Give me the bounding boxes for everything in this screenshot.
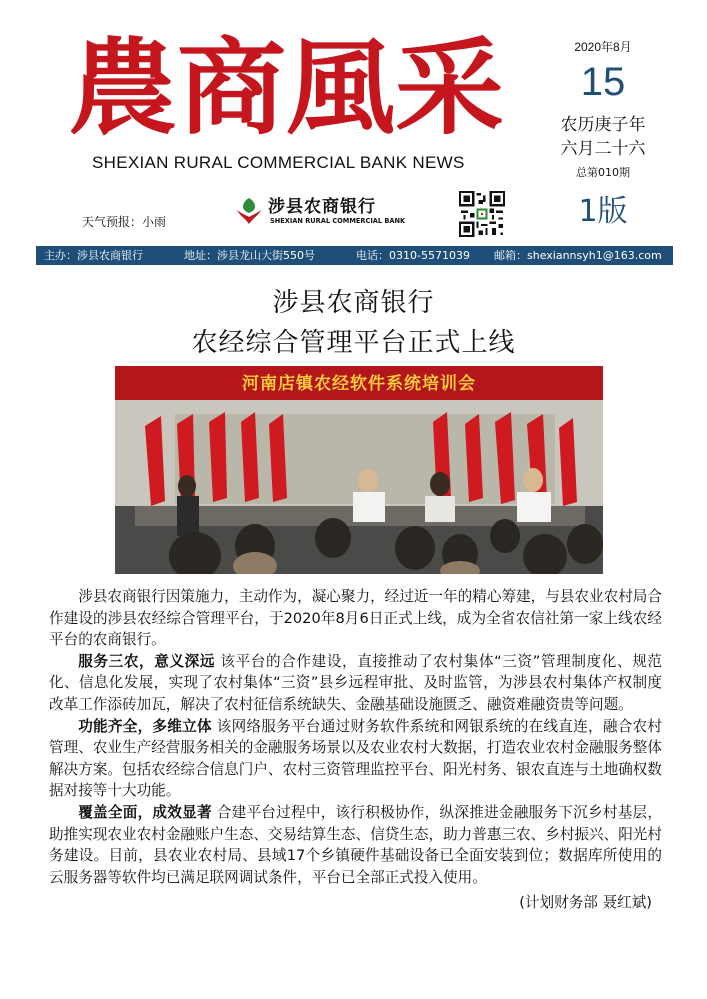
edition-number: 1版 [578, 194, 628, 229]
weather-forecast: 天气预报：小雨 [82, 215, 167, 229]
bank-logo-english: SHEXIAN RURAL COMMERCIAL BANK [270, 217, 406, 225]
date-day: 15 [580, 60, 626, 104]
byline: (计划财务部 聂红斌) [519, 894, 652, 912]
headline-line2: 农经综合管理平台正式上线 [191, 328, 516, 358]
masthead-title-text: 農商風采 [68, 26, 504, 144]
article-paragraph: 服务三农，意义深远 该平台的合作建设，直接推动了农村集体“三资”管理制度化、规范化、信息化发展，实现了农村集体“三资”县乡远程审批、及时监管，为涉县农村集体产权制度改革工作添砖加瓦，解决了农村征信系统缺失、金融基础设施匮乏、融资难融资贵等问题。 [49, 652, 663, 713]
info-host: 主办：涉县农商银行 [44, 249, 143, 262]
paragraph-lead: 覆盖全面，成效显著 [78, 803, 212, 821]
paragraph-lead: 服务三农，意义深远 [78, 652, 216, 670]
bank-logo [234, 192, 406, 232]
article-paragraph: 覆盖全面，成效显著 合建平台过程中，该行积极协作，纵深推进金融服务下沉乡村基层，助推实现农业农村金融账户生态、交易结算生态、信贷生态，助力普惠三农、乡村振兴、阳光村务建设。目前，县农业农村局、县域17个乡镇硬件基础设备已全面安装到位；数据库所使用的云服务器等软件均已满足联网调试条件，平台已全部正式投入使用。 [49, 803, 662, 886]
masthead-title [68, 26, 508, 144]
headline-line1: 涉县农商银行 [272, 288, 435, 318]
date-box [548, 38, 658, 230]
bank-logo-icon [234, 196, 264, 226]
article-paragraph: 涉县农商银行因策施力，主动作为，凝心聚力，经过近一年的精心筹建，与县农业农村局合作建设的涉县农经综合管理平台，于2020年8月6日正式上线，成为全省农信社第一家上线农经平台的农商银行。 [49, 588, 662, 649]
issue-number: 总第010期 [576, 166, 630, 179]
qr-code-icon [459, 191, 505, 237]
date-year-month: 2020年8月 [574, 40, 632, 54]
photo-banner: 河南店镇农经软件系统培训会 [242, 374, 476, 394]
info-bar [36, 246, 673, 265]
info-email: 邮箱：shexiannsyh1@163.com [494, 249, 662, 262]
lunar-year: 农历庚子年 [560, 115, 646, 135]
lunar-day: 六月二十六 [560, 139, 646, 159]
news-photo [115, 366, 603, 574]
paragraph-lead: 功能齐全，多维立体 [78, 717, 212, 735]
bank-logo-name: 涉县农商银行 [268, 197, 376, 217]
english-name: SHEXIAN RURAL COMMERCIAL BANK NEWS [92, 153, 465, 172]
info-phone: 电话：0310-5571039 [356, 249, 470, 262]
article-body [49, 586, 662, 914]
article-paragraph: 功能齐全，多维立体 该网络服务平台通过财务软件系统和网银系统的在线直连，融合农村管理、农业生产经营服务相关的金融服务场景以及农业农村大数据，打造农业农村金融服务整体解决方案。包括农经综合信息门户、农村三资管理监控平台、阳光村务、银农直连与土地确权数据对接等十大功能。 [49, 717, 662, 800]
info-address: 地址：涉县龙山大街550号 [184, 249, 315, 262]
